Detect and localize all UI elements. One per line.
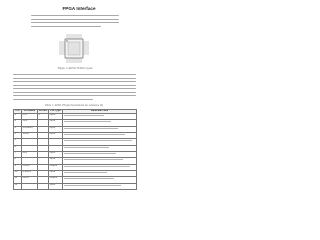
table-cell-pin: 6: [14, 145, 22, 151]
description-text-placeholder: [64, 121, 111, 122]
text-line: [13, 85, 136, 86]
text-line: [13, 81, 136, 82]
table-cell-pin: 11: [14, 177, 22, 183]
table-cell-pin: 7: [14, 151, 22, 157]
table-cell-type: Input: [49, 158, 63, 164]
description-text-placeholder: [64, 178, 114, 179]
table-cell-name: SCLK: [22, 132, 38, 138]
description-text-placeholder: [64, 140, 132, 141]
table-cell-pin: 1: [14, 113, 22, 119]
table-caption: Table 1: ADS1178 pin descriptions for reference [2]: [44, 104, 104, 107]
table-cell-name: DOUT: [22, 177, 38, 183]
text-line: [13, 74, 136, 75]
description-text-placeholder: [64, 128, 118, 129]
description-text-placeholder: [64, 134, 125, 135]
text-line: [13, 92, 136, 93]
text-line: [31, 22, 119, 23]
column-header: Pin No.: [38, 109, 48, 112]
table-cell-pin: 9: [14, 164, 22, 170]
text-line: [31, 15, 119, 16]
table-cell-type: Input: [49, 151, 63, 157]
table-cell-type: Input: [49, 126, 63, 132]
table-cell-pin: 8: [14, 158, 22, 164]
column-header: DESCRIPTION: [63, 110, 137, 114]
table-cell-name: /DRDY: [22, 164, 38, 170]
table-cell-pin: 2: [14, 120, 22, 126]
column-header: Pin Type: [50, 109, 61, 112]
table-cell-pin: 4: [14, 132, 22, 138]
table-cell-no: [38, 183, 49, 189]
table-cell-name: [22, 183, 38, 189]
document-page: [0, 0, 149, 198]
table-cell-name: DIN: [22, 151, 38, 157]
table-cell-no: 3: [38, 113, 49, 119]
description-text-placeholder: [64, 147, 109, 148]
text-line: [31, 26, 101, 27]
chip-diagram: [58, 33, 90, 64]
page-title: FPGA Interface: [62, 6, 96, 11]
table-cell-type: Input: [49, 170, 63, 176]
description-text-placeholder: [64, 153, 116, 154]
table-cell-pin: 12: [14, 183, 22, 189]
table-cell-name: CLK: [22, 120, 38, 126]
table-cell-type: Input: [49, 113, 63, 119]
description-text-placeholder: [64, 185, 121, 186]
table-cell-name: FORMAT: [22, 126, 38, 132]
pin-description-table: [13, 109, 137, 190]
description-text-placeholder: [64, 172, 107, 173]
description-text-placeholder: [64, 166, 130, 167]
table-cell-type: Input: [49, 132, 63, 138]
table-cell-type: Input: [49, 183, 63, 189]
column-header: Pin: [14, 110, 22, 114]
table-cell-type: Output: [49, 177, 63, 183]
chip-pinout-figure: [58, 33, 90, 64]
text-line: [13, 78, 136, 79]
table-cell-pin: 3: [14, 126, 22, 132]
table-row: [14, 183, 137, 189]
text-line: [13, 95, 136, 96]
description-text-placeholder: [64, 159, 123, 160]
table-cell-pin: 5: [14, 139, 22, 145]
table-cell-pin: 10: [14, 170, 22, 176]
description-text-placeholder: [64, 115, 104, 116]
figure-caption: Figure 1: ADS1178 Pin Layout: [57, 67, 93, 70]
table-cell-type: Input: [49, 120, 63, 126]
text-line: [13, 88, 136, 89]
text-line: [31, 19, 119, 20]
table-cell-desc: [63, 183, 137, 189]
column-header: Pin Name: [22, 110, 38, 114]
text-line: [13, 99, 93, 100]
table-cell-type: Output: [49, 164, 63, 170]
table-cell-name: /CS: [22, 113, 38, 119]
table-cell-name: /PWDN: [22, 170, 38, 176]
